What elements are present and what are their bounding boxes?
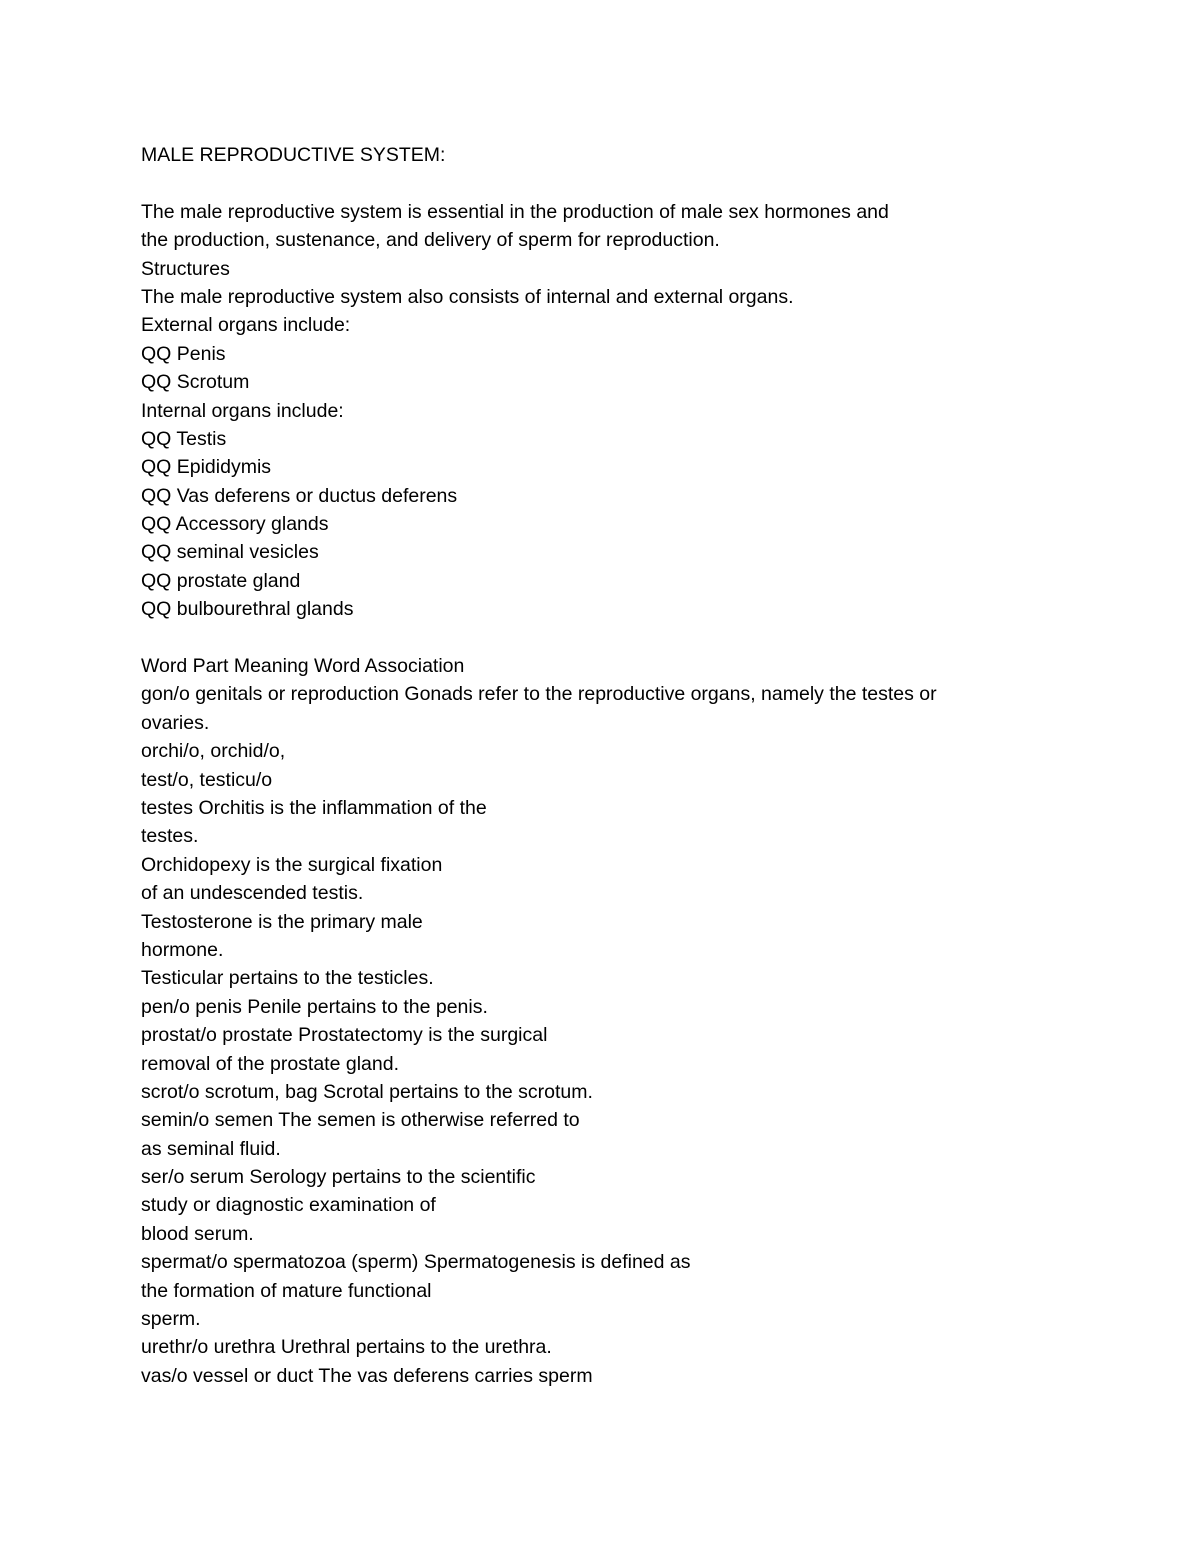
list-item: QQ prostate gland: [141, 569, 301, 592]
word-part-line: study or diagnostic examination of: [141, 1194, 436, 1217]
word-part-line: blood serum.: [141, 1222, 254, 1245]
word-part-line: test/o, testicu/o: [141, 768, 273, 791]
word-part-line: ovaries.: [141, 711, 210, 734]
word-part-line: scrot/o scrotum, bag Scrotal pertains to the scrotum.: [141, 1080, 593, 1103]
list-item: QQ Vas deferens or ductus deferens: [141, 484, 458, 507]
list-item: QQ bulbourethral glands: [141, 598, 354, 621]
list-item: QQ Testis: [141, 427, 227, 450]
word-part-line: Orchidopexy is the surgical fixation: [141, 853, 443, 876]
list-item: QQ seminal vesicles: [141, 541, 319, 564]
word-part-line: orchi/o, orchid/o,: [141, 740, 286, 763]
word-part-line: urethr/o urethra Urethral pertains to the urethra.: [141, 1336, 552, 1359]
text-line: The male reproductive system is essential in the production of male sex hormones and: [141, 200, 889, 223]
word-part-line: hormone.: [141, 938, 224, 961]
word-part-line: vas/o vessel or duct The vas deferens carries sperm: [141, 1364, 593, 1387]
list-item: QQ Accessory glands: [141, 513, 329, 536]
word-part-line: gon/o genitals or reproduction Gonads refer to the reproductive organs, namely the testes or: [141, 683, 937, 706]
word-part-line: of an undescended testis.: [141, 882, 364, 905]
list-item: QQ Penis: [141, 342, 226, 365]
word-part-line: testes Orchitis is the inflammation of the: [141, 796, 487, 819]
section-heading-structures: Structures: [141, 257, 230, 280]
word-part-line: Testosterone is the primary male: [141, 910, 423, 933]
blank-line: [141, 624, 1141, 652]
word-part-line: removal of the prostate gland.: [141, 1052, 399, 1075]
text-line: The male reproductive system also consists of internal and external organs.: [141, 285, 794, 308]
blank-line: [141, 169, 1141, 197]
word-part-line: Testicular pertains to the testicles.: [141, 967, 434, 990]
word-part-line: spermat/o spermatozoa (sperm) Spermatogenesis is defined as: [141, 1251, 691, 1274]
list-heading: Internal organs include:: [141, 399, 344, 422]
word-part-line: pen/o penis Penile pertains to the penis.: [141, 995, 488, 1018]
text-line: the production, sustenance, and delivery of sperm for reproduction.: [141, 229, 720, 252]
word-parts-section: [141, 652, 1141, 1390]
word-part-line: semin/o semen The semen is otherwise referred to: [141, 1109, 580, 1132]
word-part-line: ser/o serum Serology pertains to the scientific: [141, 1166, 536, 1189]
intro-section: [141, 198, 1141, 624]
list-heading: External organs include:: [141, 314, 351, 337]
list-item: QQ Scrotum: [141, 371, 250, 394]
document-body: [141, 141, 1141, 1390]
word-part-line: as seminal fluid.: [141, 1137, 281, 1160]
word-part-line: the formation of mature functional: [141, 1279, 432, 1302]
word-part-line: prostat/o prostate Prostatectomy is the surgical: [141, 1024, 548, 1047]
word-part-line: testes.: [141, 825, 199, 848]
document-title: MALE REPRODUCTIVE SYSTEM:: [141, 144, 446, 166]
word-part-line: sperm.: [141, 1308, 201, 1331]
word-parts-header: Word Part Meaning Word Association: [141, 655, 465, 678]
list-item: QQ Epididymis: [141, 456, 272, 479]
